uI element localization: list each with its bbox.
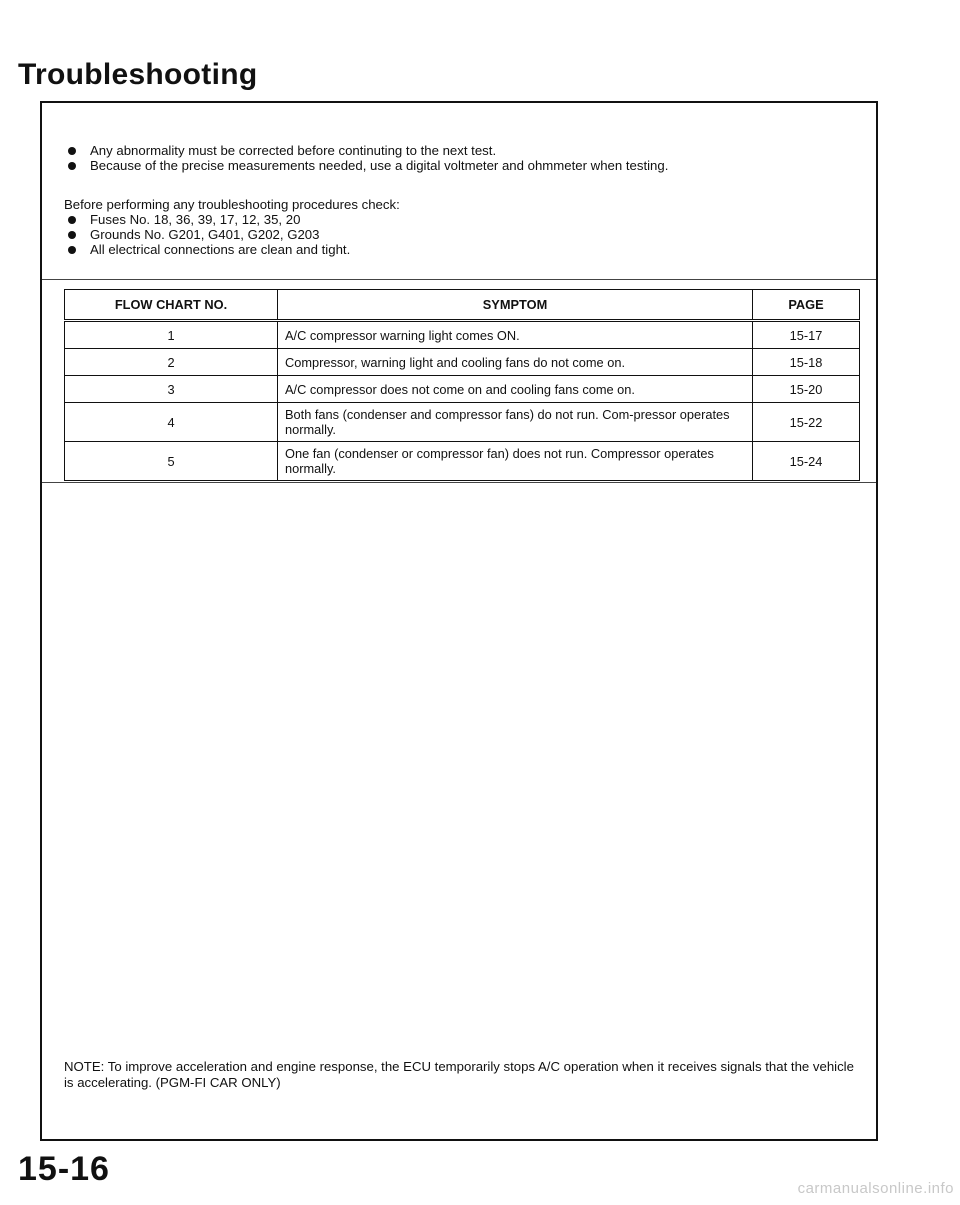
- page-ref: 15-20: [753, 376, 860, 403]
- header-page: PAGE: [753, 290, 860, 321]
- precheck-item: [64, 212, 400, 227]
- page-ref: 15-22: [753, 403, 860, 442]
- symptom-table: [64, 289, 860, 481]
- flow-chart-no: 5: [65, 442, 278, 481]
- bullet-icon: [68, 216, 76, 224]
- caution-text: Because of the precise measurements needed, use a digital voltmeter and ohmmeter when testing.: [90, 158, 669, 173]
- bullet-icon: [68, 246, 76, 254]
- flow-chart-no: 1: [65, 321, 278, 349]
- table-header-row: [65, 290, 860, 321]
- precheck-text: Fuses No. 18, 36, 39, 17, 12, 35, 20: [90, 212, 301, 227]
- page-ref: 15-17: [753, 321, 860, 349]
- precheck-lead: Before performing any troubleshooting procedures check:: [64, 197, 400, 212]
- symptom-cell: A/C compressor does not come on and cooling fans come on.: [278, 376, 753, 403]
- page-ref: 15-24: [753, 442, 860, 481]
- page-title: Troubleshooting: [18, 58, 258, 91]
- caution-text: Any abnormality must be corrected before continuting to the next test.: [90, 143, 497, 158]
- caution-list: [64, 143, 668, 173]
- page-ref: 15-18: [753, 349, 860, 376]
- flow-chart-no: 4: [65, 403, 278, 442]
- content-frame: [40, 101, 878, 1141]
- note-text: NOTE: To improve acceleration and engine response, the ECU temporarily stops A/C operation when it receives signals that the vehicle is accelerating. (PGM-FI CAR ONLY): [64, 1059, 854, 1090]
- section-divider: [42, 482, 876, 483]
- header-flow-chart-no: FLOW CHART NO.: [65, 290, 278, 321]
- table-row: [65, 376, 860, 403]
- symptom-cell: Compressor, warning light and cooling fans do not come on.: [278, 349, 753, 376]
- precheck-item: [64, 242, 400, 257]
- page-number: 15-16: [18, 1150, 110, 1188]
- bullet-icon: [68, 162, 76, 170]
- symptom-cell: Both fans (condenser and compressor fans) do not run. Com-pressor operates normally.: [278, 403, 753, 442]
- caution-item: [64, 143, 668, 158]
- section-divider: [42, 279, 876, 280]
- symptom-cell: One fan (condenser or compressor fan) does not run. Compressor operates normally.: [278, 442, 753, 481]
- table-row: [65, 442, 860, 481]
- watermark: carmanualsonline.info: [797, 1180, 954, 1197]
- table-row: [65, 321, 860, 349]
- symptom-cell: A/C compressor warning light comes ON.: [278, 321, 753, 349]
- precheck-item: [64, 227, 400, 242]
- flow-chart-no: 2: [65, 349, 278, 376]
- flow-chart-no: 3: [65, 376, 278, 403]
- bullet-icon: [68, 147, 76, 155]
- bullet-icon: [68, 231, 76, 239]
- precheck-text: Grounds No. G201, G401, G202, G203: [90, 227, 320, 242]
- table-row: [65, 349, 860, 376]
- precheck-list: [64, 197, 400, 257]
- precheck-text: All electrical connections are clean and tight.: [90, 242, 351, 257]
- caution-item: [64, 158, 668, 173]
- table-row: [65, 403, 860, 442]
- header-symptom: SYMPTOM: [278, 290, 753, 321]
